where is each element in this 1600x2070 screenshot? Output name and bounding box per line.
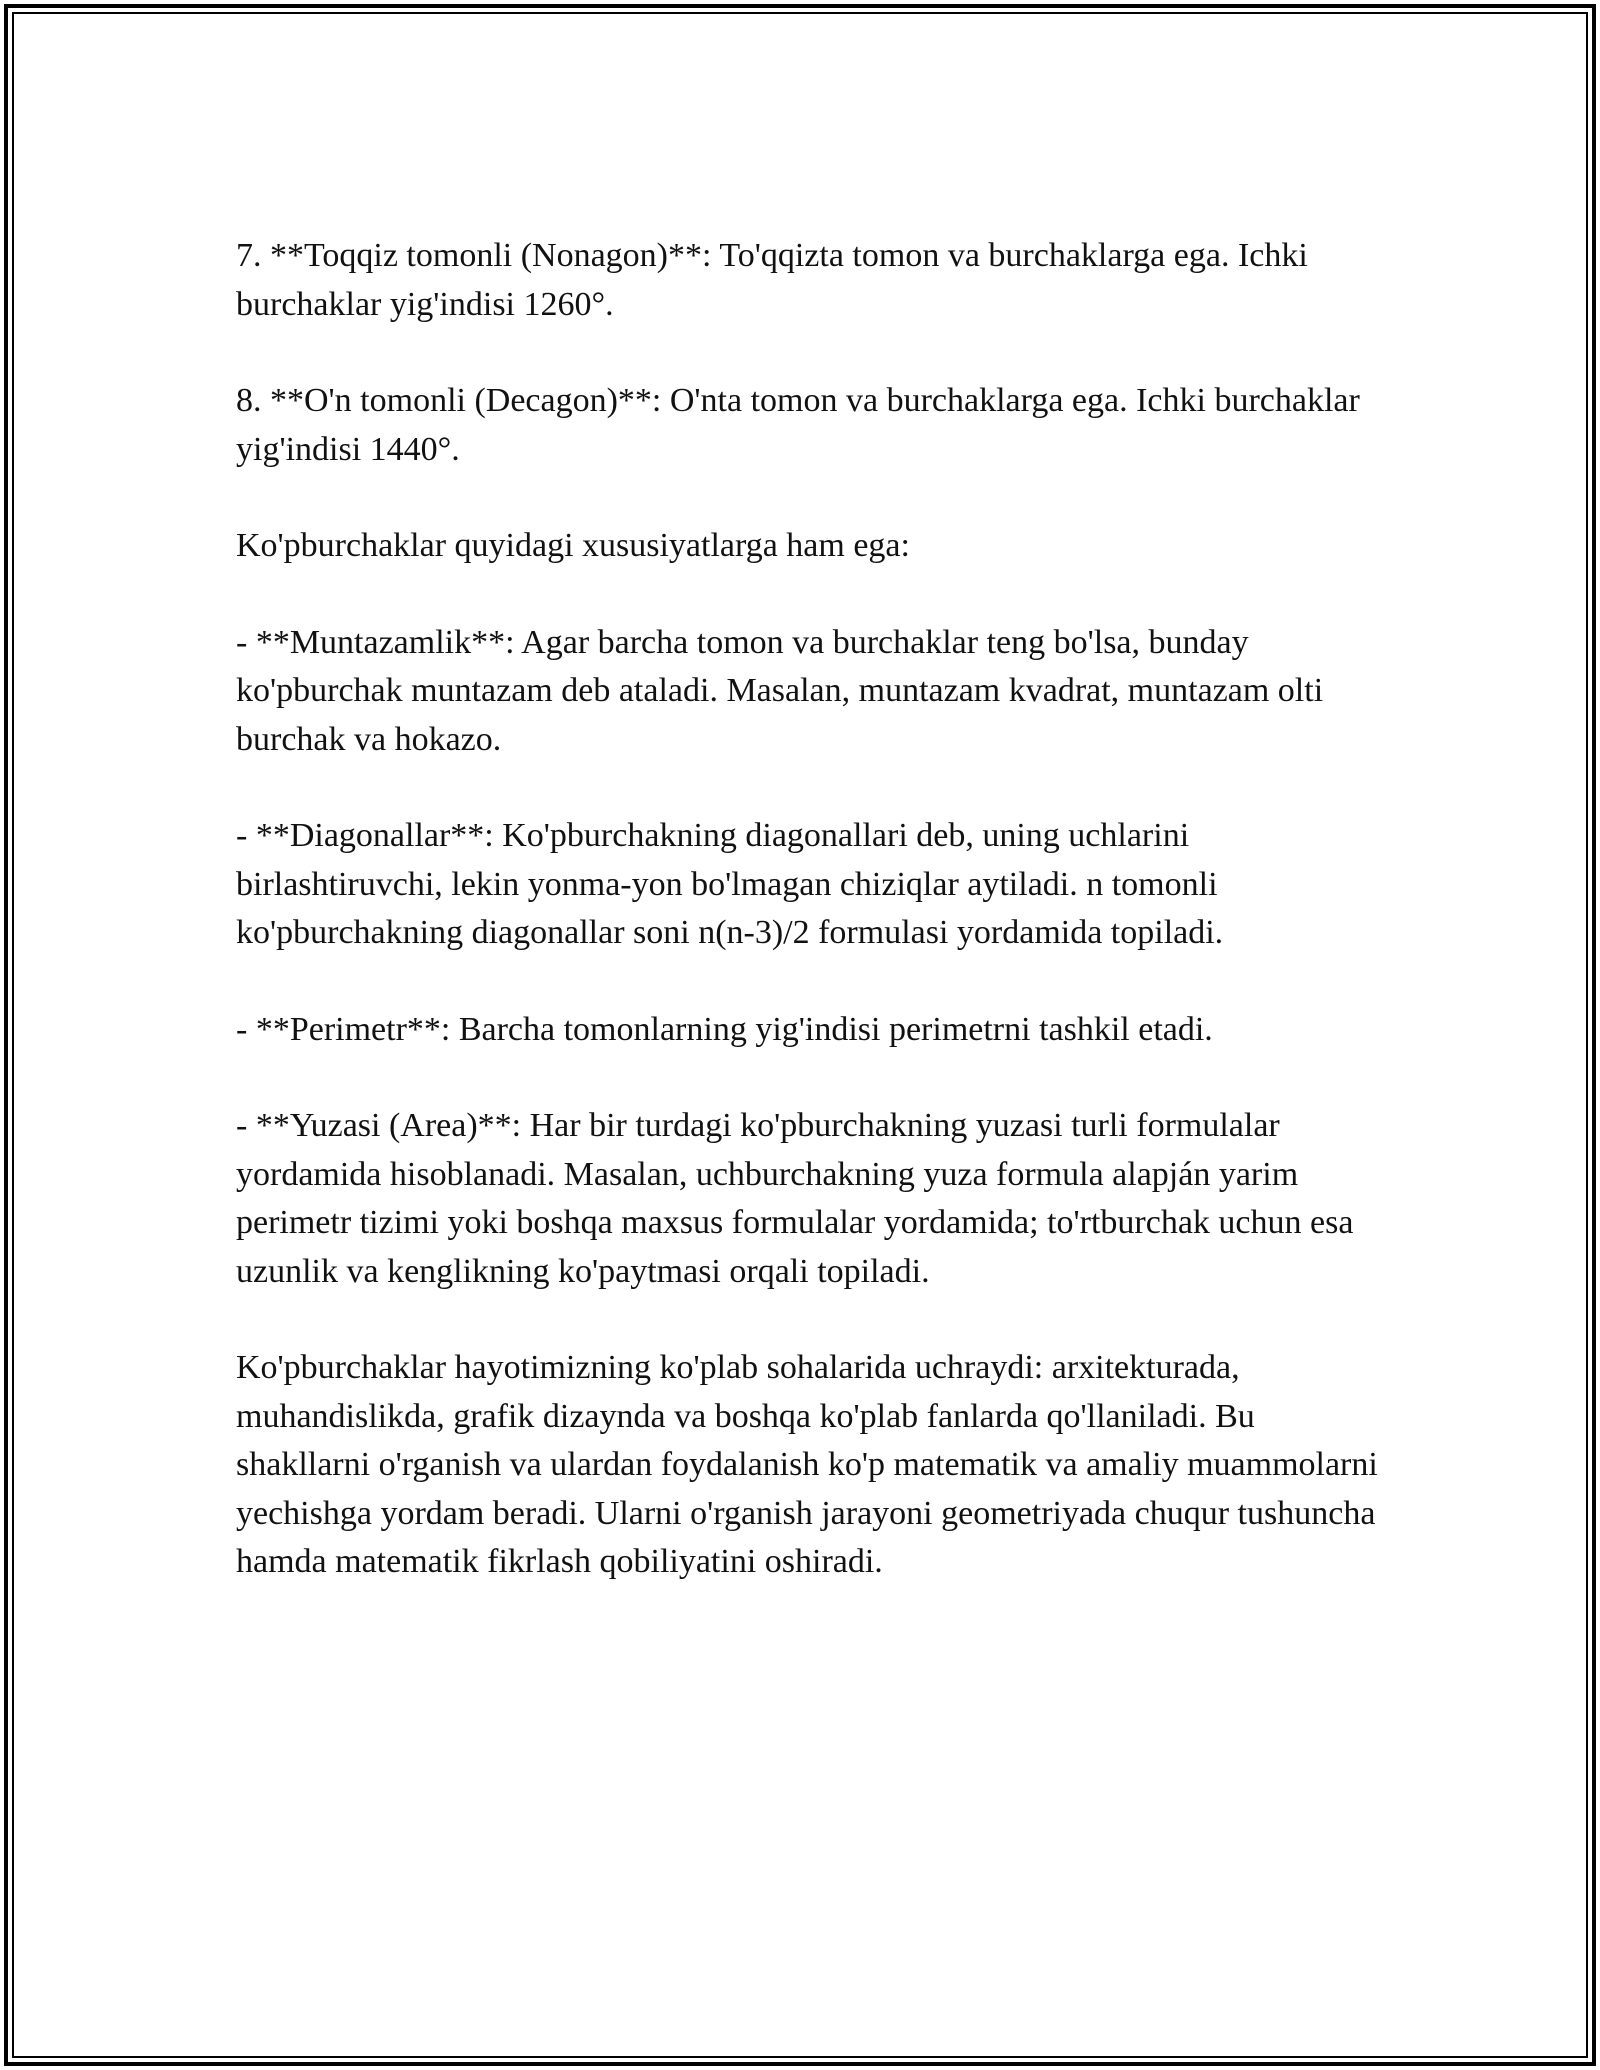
paragraph-area: - **Yuzasi (Area)**: Har bir turdagi ko'pburchakning yuzasi turli formulalar yordamida hisoblanadi. Masalan, uchburchakning yuza formula alapján yarim perimetr tizimi yoki boshqa maxsus formulalar yordamida; to'rtburchak uchun esa uzunlik va kenglikning ko'paytmasi orqali topiladi. <box>236 1107 1354 1290</box>
paragraph-regularity: - **Muntazamlik**: Agar barcha tomon va burchaklar teng bo'lsa, bunday ko'pburchak muntazam deb ataladi. Masalan, muntazam kvadrat, muntazam olti burchak va hokazo. <box>236 623 1324 758</box>
paragraph-decagon: 8. **O'n tomonli (Decagon)**: O'nta tomon va burchaklarga ega. Ichki burchaklar yig'indisi 1440°. <box>236 382 1360 468</box>
paragraph-nonagon: 7. **Toqqiz tomonli (Nonagon)**: To'qqizta tomon va burchaklarga ega. Ichki burchaklar yig'indisi 1260°. <box>236 237 1308 323</box>
document-body <box>236 232 1396 1635</box>
paragraph-diagonals: - **Diagonallar**: Ko'pburchakning diagonallari deb, uning uchlarini birlashtiruvchi, lekin yonma-yon bo'lmagan chiziqlar aytiladi. n tomonli ko'pburchakning diagonallar soni n(n-3)/2 formulasi yordamida topiladi. <box>236 817 1224 951</box>
paragraph-perimeter: - **Perimetr**: Barcha tomonlarning yig'indisi perimetrni tashkil etadi. <box>236 1010 1213 1048</box>
paragraph-properties-intro: Ko'pburchaklar quyidagi xususiyatlarga ham ega: <box>236 527 910 564</box>
paragraph-conclusion: Ko'pburchaklar hayotimizning ko'plab sohalarida uchraydi: arxitekturada, muhandislikda, grafik dizaynda va boshqa ko'plab fanlarda qo'llaniladi. Bu shakllarni o'rganish va ulardan foydalanish ko'p matematik va amaliy muammolarni yechishga yordam beradi. Ularni o'rganish jarayoni geometriyada chuqur tushuncha hamda matematik fikrlash qobiliyatini oshiradi. <box>236 1349 1378 1580</box>
